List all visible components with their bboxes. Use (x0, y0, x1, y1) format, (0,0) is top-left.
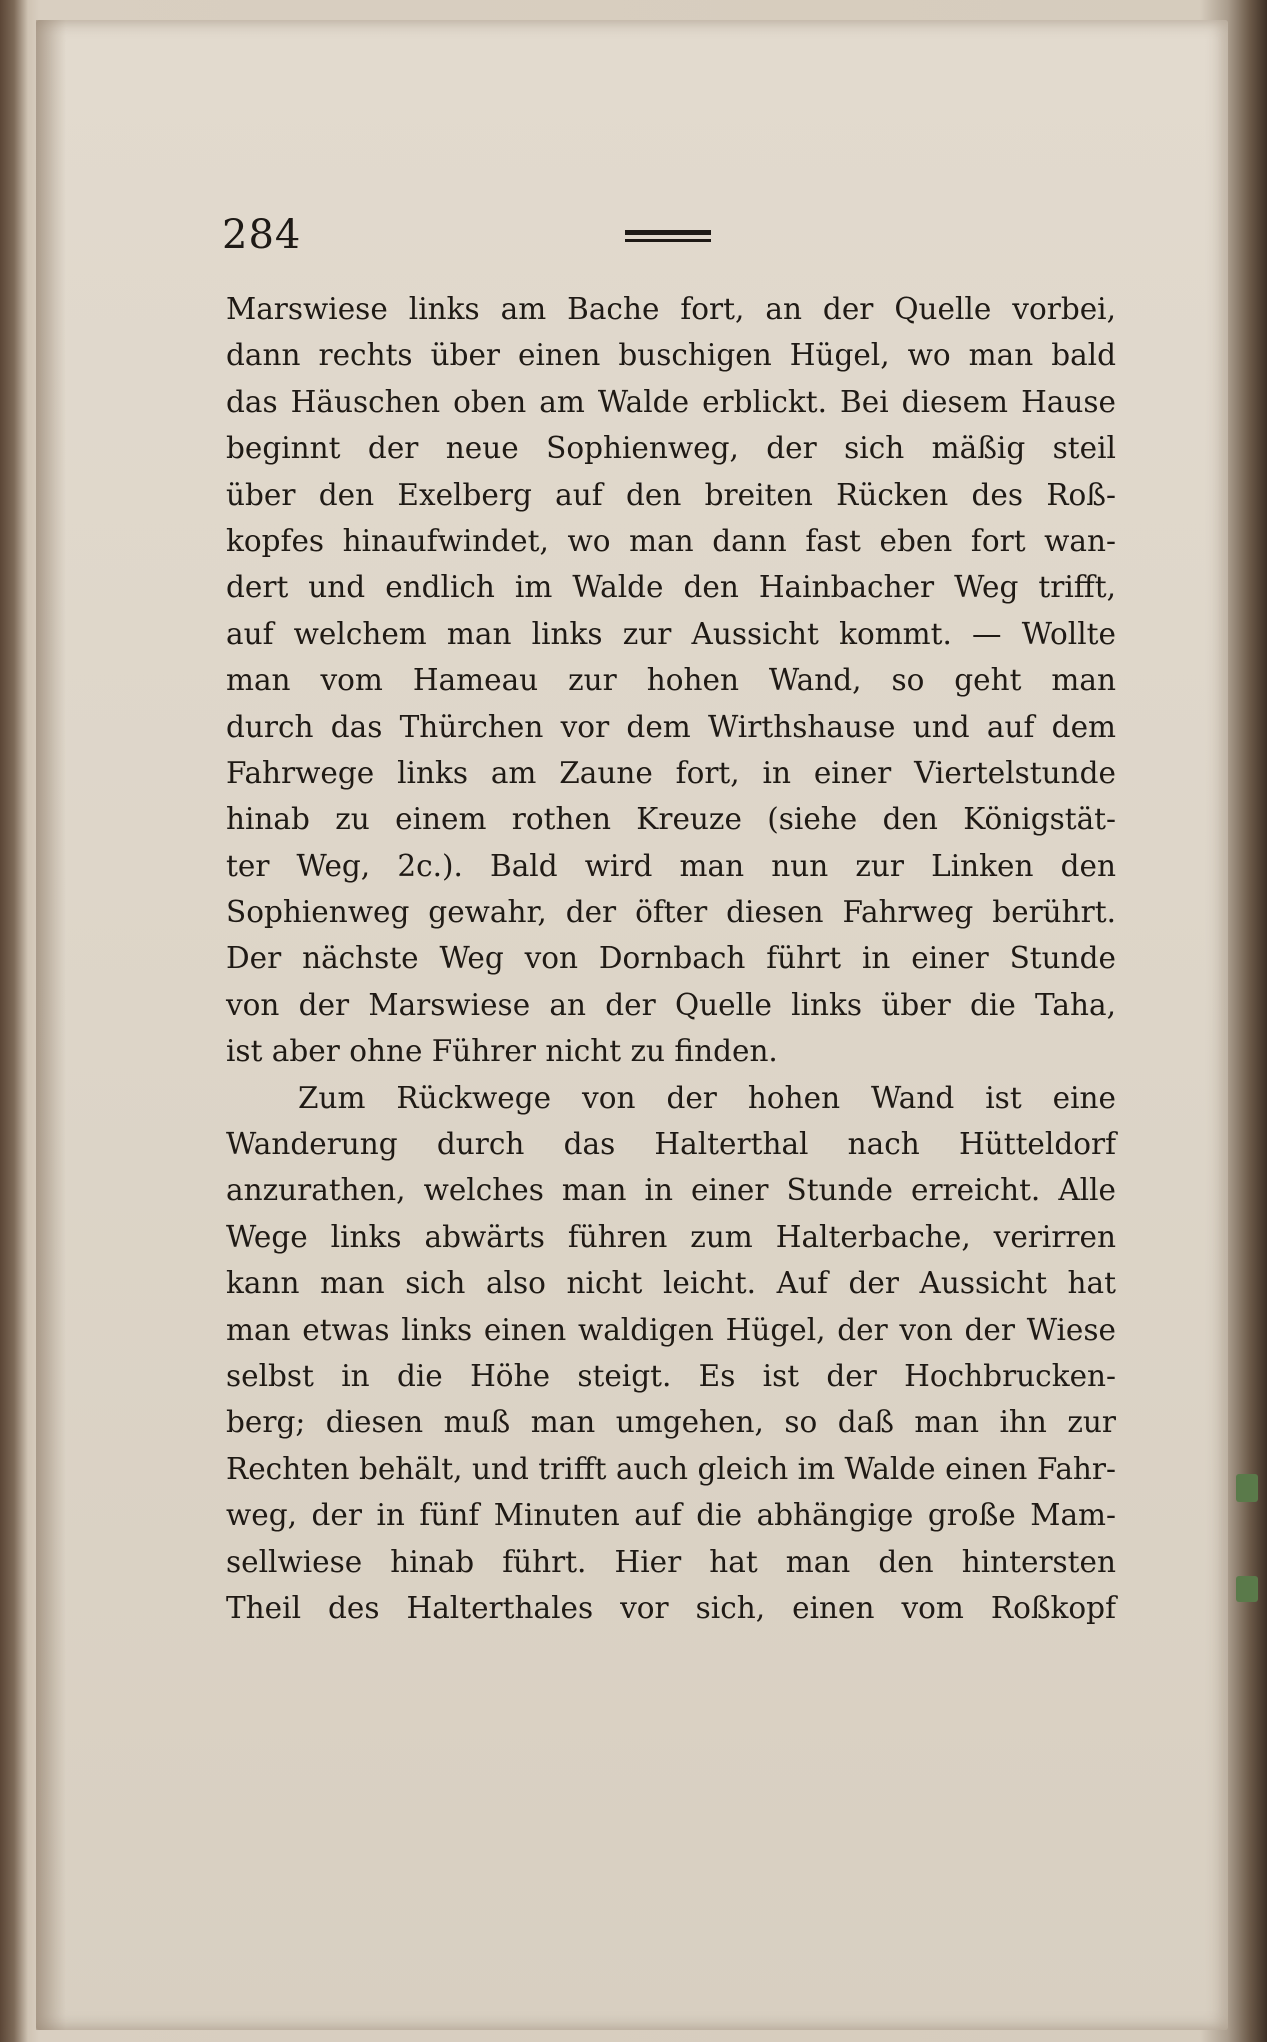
text-line: kopfes hinaufwindet, wo man dann fast eben fort wan- (226, 523, 1116, 558)
text-line: selbst in die Höhe steigt. Es ist der Hochbrucken- (226, 1358, 1116, 1393)
text-line: über den Exelberg auf den breiten Rücken des Roß- (226, 477, 1116, 512)
text-line: Fahrwege links am Zaune fort, in einer Viertelstunde (226, 755, 1116, 790)
text-line: beginnt der neue Sophienweg, der sich mäßig steil (226, 431, 1116, 466)
text-line: auf welchem man links zur Aussicht kommt. — Wollte (226, 616, 1116, 651)
text-line: hinab zu einem rothen Kreuze (siehe den Königstät- (226, 802, 1116, 837)
page-gutter-shadow (36, 20, 66, 2030)
text-line: weg, der in fünf Minuten auf die abhängige große Mam- (226, 1498, 1116, 1533)
text-line: berg; diesen muß man umgehen, so daß man ihn zur (226, 1405, 1116, 1440)
text-line: ter Weg, 2c.). Bald wird man nun zur Linken den (226, 848, 1116, 883)
text-line: anzurathen, welches man in einer Stunde erreicht. Alle (226, 1173, 1116, 1208)
text-line: dert und endlich im Walde den Hainbacher Weg trifft, (226, 570, 1116, 605)
page-header (222, 212, 1122, 262)
header-rule (625, 230, 711, 235)
text-line: Wege links abwärts führen zum Halterbache, verirren (226, 1219, 1116, 1254)
paragraph-end-line: ist aber ohne Führer nicht zu finden. (226, 1034, 778, 1069)
paragraph-start-line: Zum Rückwege von der hohen Wand ist eine (298, 1080, 1116, 1115)
text-line: man etwas links einen waldigen Hügel, der von der Wiese (226, 1312, 1116, 1347)
text-line: dann rechts über einen buschigen Hügel, wo man bald (226, 338, 1116, 373)
text-line: Rechten behält, und trifft auch gleich im Walde einen Fahr- (226, 1451, 1116, 1486)
text-line: von der Marswiese an der Quelle links über die Taha, (226, 987, 1116, 1022)
body-text (226, 286, 1116, 1631)
text-line: kann man sich also nicht leicht. Auf der Aussicht hat (226, 1266, 1116, 1301)
page-number: 284 (222, 212, 302, 258)
text-line: Theil des Halterthales vor sich, einen vom Roßkopf (226, 1590, 1116, 1625)
text-line: durch das Thürchen vor dem Wirthshause und auf dem (226, 709, 1116, 744)
text-line: Der nächste Weg von Dornbach führt in einer Stunde (226, 941, 1116, 976)
text-line: Sophienweg gewahr, der öfter diesen Fahrweg berührt. (226, 895, 1116, 930)
text-line: Wanderung durch das Halterthal nach Hütteldorf (226, 1127, 1116, 1162)
page-tab-marker (1236, 1576, 1258, 1602)
text-line: sellwiese hinab führt. Hier hat man den hintersten (226, 1544, 1116, 1579)
page-tab-marker (1236, 1474, 1258, 1502)
text-line: das Häuschen oben am Walde erblickt. Bei diesem Hause (226, 384, 1116, 419)
header-rule (625, 239, 711, 242)
text-line: Marswiese links am Bache fort, an der Quelle vorbei, (226, 292, 1116, 326)
text-line: man vom Hameau zur hohen Wand, so geht man (226, 663, 1116, 698)
